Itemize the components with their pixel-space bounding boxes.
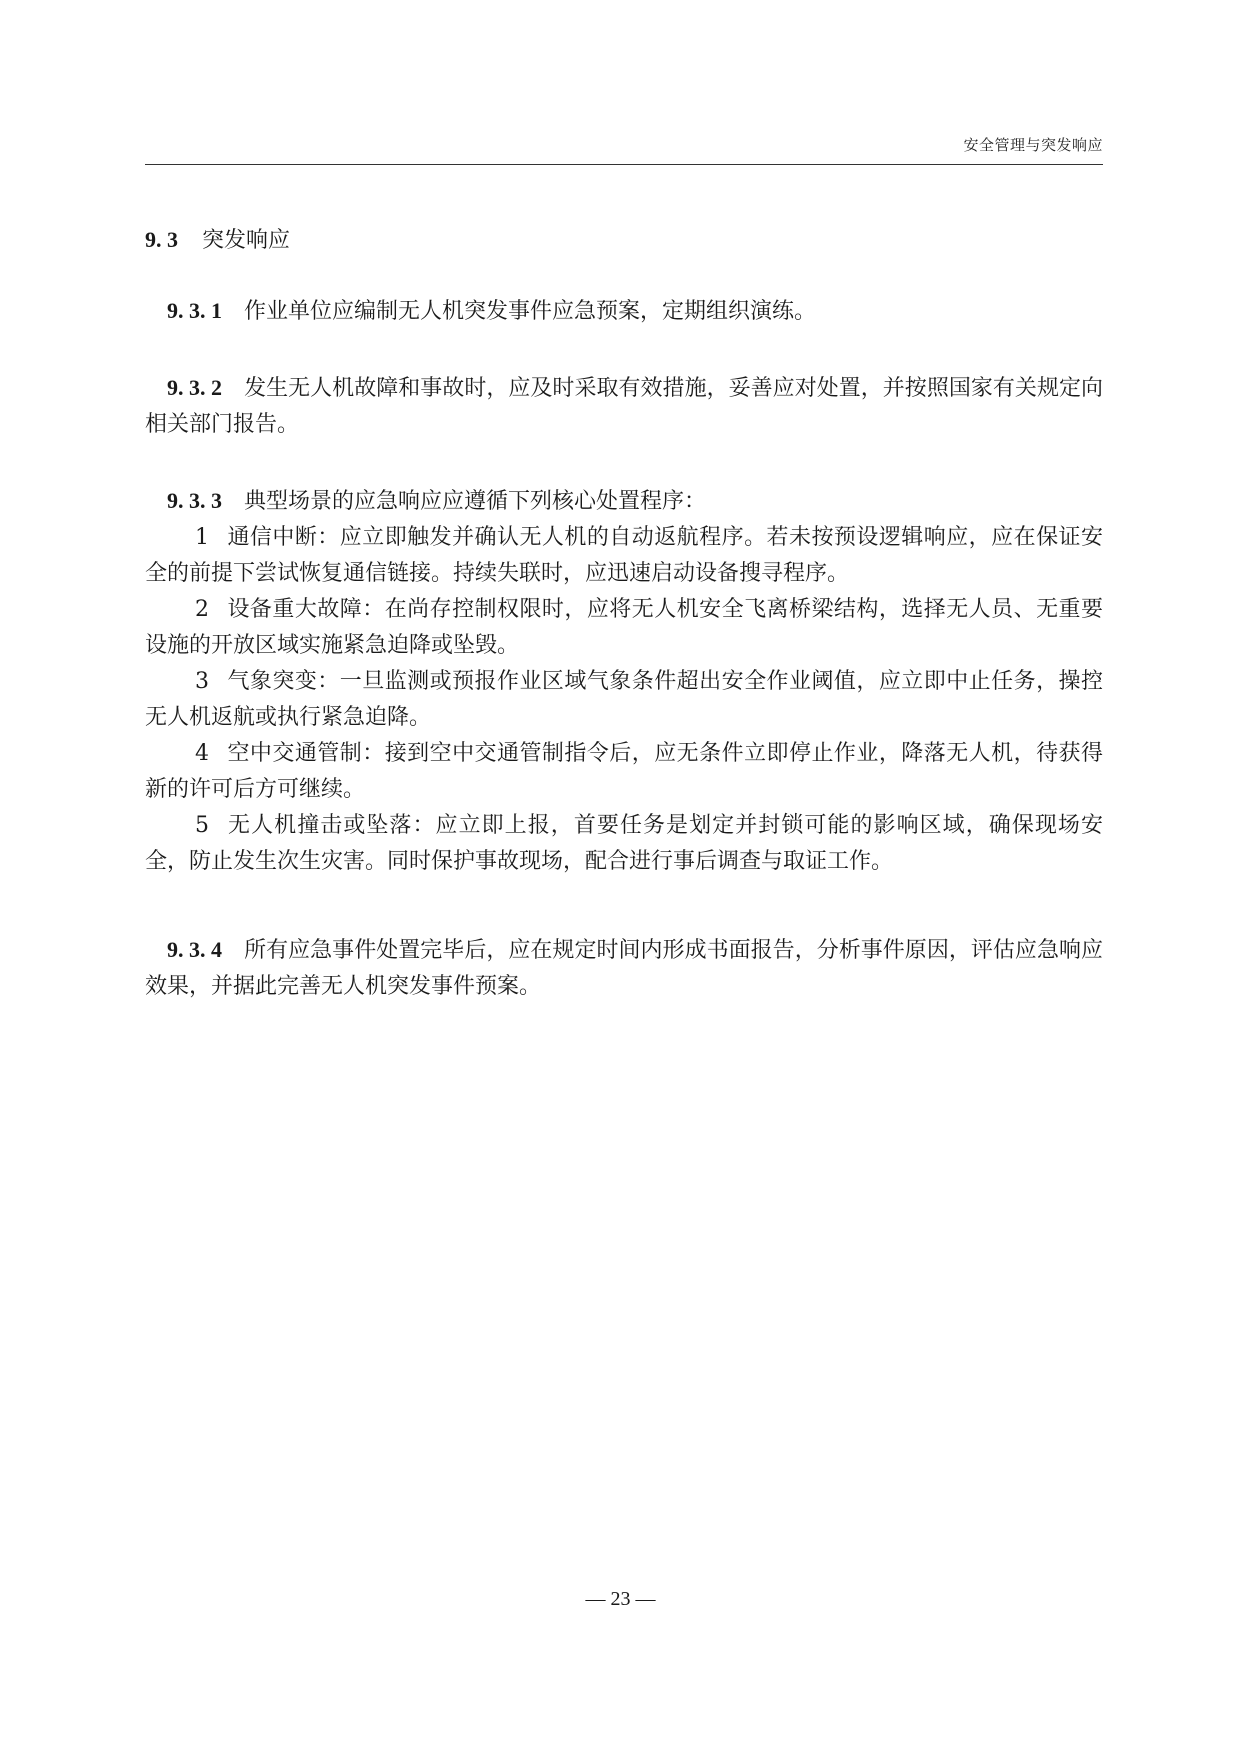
clause-number: 9. 3. 4 <box>167 937 223 962</box>
section-title: 突发响应 <box>202 228 291 253</box>
clause-number: 9. 3. 3 <box>167 488 222 513</box>
clause-text: 作业单位应编制无人机突发事件应急预案，定期组织演练。 <box>244 299 817 324</box>
list-item <box>145 736 1103 808</box>
header-rule <box>145 164 1103 165</box>
page-number: — 23 — <box>585 1588 656 1610</box>
clause-number: 9. 3. 1 <box>167 298 222 323</box>
item-text: 气象突变：一旦监测或预报作业区域气象条件超出安全作业阈值，应立即中止任务，操控无人机返航或执行紧急迫降。 <box>145 669 1103 730</box>
section-heading <box>145 222 290 259</box>
list-item <box>145 520 1103 592</box>
clause-text: 发生无人机故障和事故时，应及时采取有效措施，妥善应对处置，并按照国家有关规定向相关部门报告。 <box>145 376 1104 437</box>
list-item <box>145 592 1103 664</box>
item-number: 3 <box>195 669 209 694</box>
list-item <box>145 808 1103 880</box>
clause-9-3-2 <box>145 370 1103 443</box>
clause-text: 所有应急事件处置完毕后，应在规定时间内形成书面报告，分析事件原因，评估应急响应效果，并据此完善无人机突发事件预案。 <box>145 938 1104 999</box>
item-number: 4 <box>195 741 209 766</box>
item-number: 1 <box>195 525 209 550</box>
clause-text: 典型场景的应急响应应遵循下列核心处置程序： <box>244 489 707 514</box>
item-text: 设备重大故障：在尚存控制权限时，应将无人机安全飞离桥梁结构，选择无人员、无重要设施的开放区域实施紧急迫降或坠毁。 <box>145 597 1103 658</box>
item-text: 通信中断：应立即触发并确认无人机的自动返航程序。若未按预设逻辑响应，应在保证安全的前提下尝试恢复通信链接。持续失联时，应迅速启动设备搜寻程序。 <box>145 525 1103 586</box>
section-number: 9. 3 <box>145 227 178 252</box>
clause-9-3-4 <box>145 932 1103 1005</box>
item-text: 空中交通管制：接到空中交通管制指令后，应无条件立即停止作业，降落无人机，待获得新的许可后方可继续。 <box>145 741 1103 802</box>
item-number: 2 <box>195 597 209 622</box>
running-header: 安全管理与突发响应 <box>963 136 1103 154</box>
clause-9-3-1 <box>145 293 1103 330</box>
clause-number: 9. 3. 2 <box>167 375 223 400</box>
item-text: 无人机撞击或坠落：应立即上报，首要任务是划定并封锁可能的影响区域，确保现场安全，防止发生次生灾害。同时保护事故现场，配合进行事后调查与取证工作。 <box>145 813 1103 874</box>
clause-9-3-3 <box>145 483 1103 880</box>
list-item <box>145 664 1103 736</box>
item-number: 5 <box>195 813 209 838</box>
